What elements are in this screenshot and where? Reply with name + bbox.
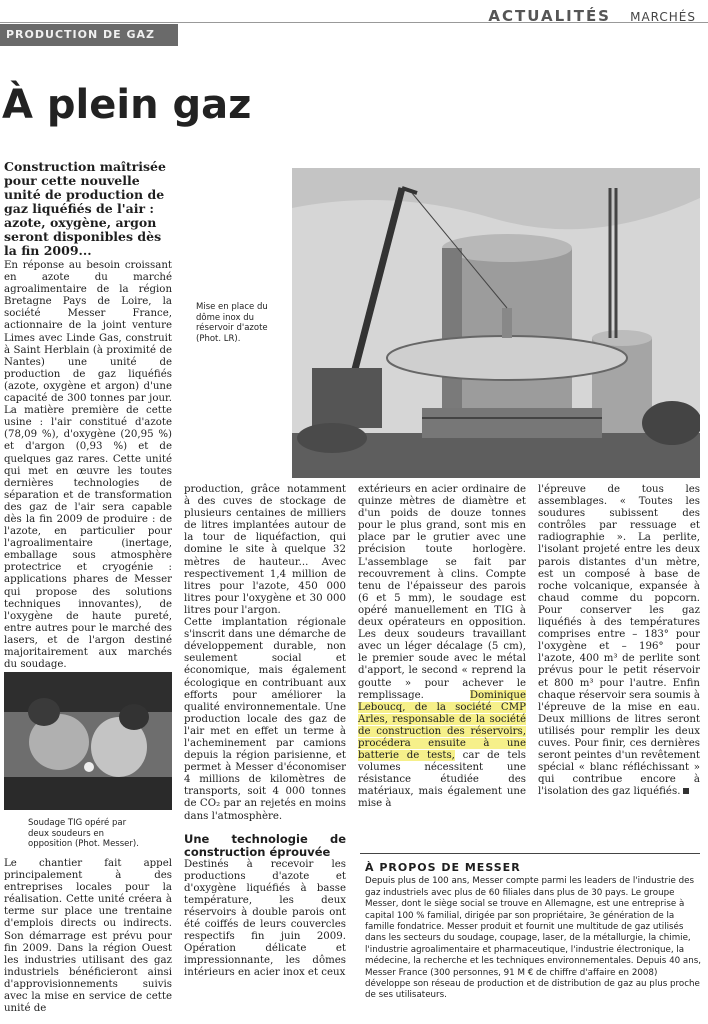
section-label: ACTUALITÉS: [488, 7, 611, 25]
section-header: [488, 6, 696, 25]
tig-welding-illustration: [4, 672, 172, 810]
sustainability-paragraph: Cette implantation régionale s'inscrit dans une démarche de développement durable, non seulement social et économique, mais également écologique en contribuant aux efforts pour améliorer la qualité environnementale. Une production locale des gaz de l'air met en effet un terme à l'acheminement par camions depuis la région parisienne, et permet à Messer d'économiser 4 millions de kilomètres de transports, soit 4 000 tonnes de CO₂ par an rejetés en moins dans l'atmosphère.: [184, 617, 346, 822]
welding-text: extérieurs en acier ordinaire de quinze mètres de diamètre et d'un poids de douze tonnes pour le plus grand, sont mis en place par le grutier avec une précision toute horlogère. L'assemblage se fait par recouvrement à clins. Compte tenu de l'épaisseur des parois (6 et 5 mm), le soudage est opéré manuellement en TIG à deux opérateurs en opposition. Les deux soudeurs travaillant avec un léger décalage (5 cm), le premier soude avec le métal d'apport, le second « reprend la goutte » pour achever le remplissage.: [358, 484, 526, 701]
intro-paragraph: En réponse au besoin croissant en azote du marché agroalimentaire de la région Bretagne Pays de Loire, la société Messer France, actionnaire de la joint venture Limes avec Linde Gas, construit à Saint Herblain (à proximité de Nantes) une unité de production de gaz liquéfiés (azote, oxygène et argon) d'une capacité de 300 tonnes par jour. La matière première de cette usine : l'air constitué d'azote (78,09 %), d'oxygène (20,95 %) et d'argon (0,93 %) et de quelques gaz rares. Cette unité qui met en œuvre les toutes dernières technologies de séparation et de transformation des gaz de l'air sera capable dès la fin 2009 de produire : de l'azote, en particulier pour l'agroalimentaire (inertage, emballage sous atmosphère protectrice et cryogénie : applications phares de Messer qui propose des solutions techniques innovantes), de l'oxygène de haute pureté, entre autres pour le marché des lasers, et de l'argon destiné majoritairement aux marchés du soudage.: [4, 260, 172, 671]
site-paragraph: Le chantier fait appel principalement à des entreprises locales pour la réalisation. Cette unité créera à terme sur place une trentaine d'emplois directs ou indirects. Son démarrage est prévu pour fin 2009. Dans la région Ouest les industries utilisant des gaz industriels bénéficieront ainsi d'approvisionnements suivis avec la mise en service de cette unité de: [4, 858, 172, 1015]
dome-installation-illustration: [292, 168, 700, 478]
welding-paragraph: [358, 484, 526, 811]
perlite-text: l'épreuve de tous les assemblages. « Toutes les soudures subissent des contrôles par ressuage et radiographie ». La perlite, l'isolant projeté entre les deux parois distantes d'un mètre, est un composé à base de roche volcanique, expansée à chaud comme du popcorn. Pour conserver les gaz liquéfiés à des températures comprises entre – 183° pour l'oxygène et – 196° pour l'azote, 400 m³ de perlite sont prévus pour le petit réservoir et 800 m³ pour l'autre. Enfin chaque réservoir sera soumis à l'épreuve de la mise en eau. Deux millions de litres seront utilisés pour remplir les deux cuves. Pour finir, ces dernières seront peintes d'un revêtement spécial « blanc réfléchissant » qui contribue encore à l'isolation des gaz liquéfiés.: [538, 484, 700, 798]
kicker-banner: PRODUCTION DE GAZ: [0, 24, 178, 46]
technology-subheading: Une technologie de construction éprouvée: [184, 831, 346, 859]
about-messer-text: Depuis plus de 100 ans, Messer compte parmi les leaders de l'industrie des gaz industriels avec plus de 60 filiales dans plus de 30 pays. Le groupe Messer, dont le siège social se trouve en Allemagne, est une entreprise à capital 100 % familial, dirigée par son propriétaire, 3e génération de la famille fondatrice. Messer produit et fournit une multitude de gaz utilisés dans les secteurs du soudage, coupage, laser, de la métallurgie, la chimie, l'industrie agroalimentaire et pharmaceutique, l'industrie électronique, la médecine, la recherche et les techniques environnementales. Depuis 40 ans, Messer France (300 personnes, 91 M € de chiffre d'affaire en 2008) développe son réseau de production et de distribution de gaz au plus proche de ses utilisateurs.: [365, 876, 702, 1001]
tig-welding-photo: [4, 672, 172, 810]
article-lede: Construction maîtrisée pour cette nouvelle unité de production de gaz liquéfiés de l'air : azote, oxygène, argon seront disponibles dès la fin 2009...: [4, 159, 166, 258]
column-3: [358, 484, 526, 811]
about-messer-title: À PROPOS DE MESSER: [365, 861, 521, 874]
article-title: À plein gaz: [2, 82, 252, 128]
dome-installation-photo: [292, 168, 700, 478]
welding-photo-caption: Soudage TIG opéré par deux soudeurs en opposition (Phot. Messer).: [28, 818, 139, 849]
end-square-icon: [683, 788, 689, 794]
highlighted-quote: Dominique Leboucq, de la société CMP Arles, responsable de la société de construction des réservoirs, procédera ensuite à une batterie de tests,: [358, 689, 526, 762]
about-messer-box: [365, 862, 703, 1002]
storage-paragraph: production, grâce notamment à des cuves de stockage de plusieurs centaines de milliers de litres implantées autour de la tour de liquéfaction, qui domine le site à quelque 32 mètres de hauteur... Avec respectivement 1,4 million de litres pour l'azote, 450 000 litres pour l'oxygène et 30 000 litres pour l'argon.: [184, 484, 346, 616]
subsection-label: MARCHÉS: [630, 10, 696, 24]
about-box-rule: [360, 853, 700, 854]
column-1-top: [4, 260, 172, 671]
reservoirs-paragraph: Destinés à recevoir les productions d'azote et d'oxygène liquéfiés à basse température, les deux réservoirs à double parois ont été coiffés de leurs couvercles respectifs fin juin 2009. Opération délicate et impressionnante, les dômes intérieurs en acier inox et ceux: [184, 858, 346, 979]
perlite-paragraph: [538, 484, 700, 798]
column-2: [184, 484, 346, 980]
column-1-bottom: [4, 858, 172, 1015]
dome-photo-caption: Mise en place du dôme inox du réservoir d'azote (Phot. LR).: [196, 302, 268, 344]
tests-text: car de tels volumes nécessitent une résistance étudiée des matériaux, mais également une mise à: [358, 750, 526, 810]
column-4: [538, 484, 700, 798]
